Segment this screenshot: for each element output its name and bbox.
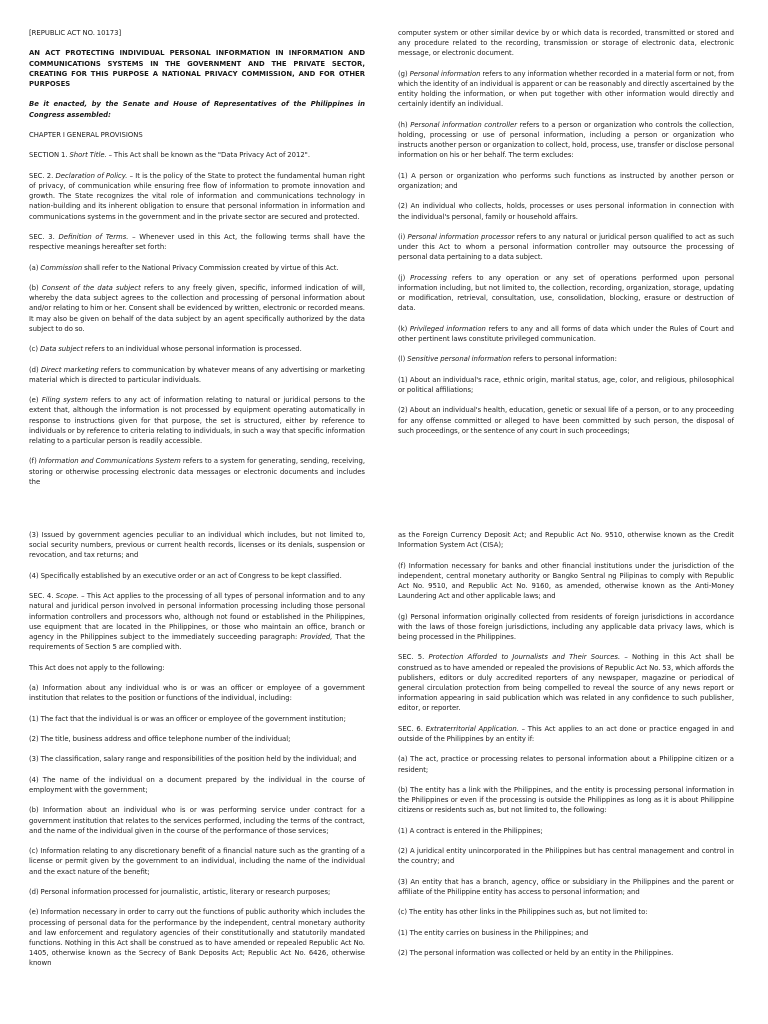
paragraph-text: (2) About an individual's health, education, genetic or sexual life of a person, or to any proceeding for any offense committed or alleged to have been committed by such person, the disposal of such proceedings, or the sentence of any court in such proceedings; (398, 406, 734, 435)
page-1-right-column (398, 28, 734, 446)
defined-term: Direct marketing (40, 365, 99, 374)
paragraph-text: refers to any information whether recorded in a material form or not, from which the identity of an individual is apparent or can be reasonably and directly ascertained by the entity holding the information, or when put together with other information would directly and certainly identify an individual. (398, 69, 735, 109)
paragraph-text: (d) (29, 365, 41, 374)
paragraph (29, 171, 365, 222)
paragraph (29, 663, 365, 673)
paragraph (29, 805, 365, 836)
paragraph (29, 530, 365, 561)
defined-term: Filing system (41, 396, 88, 405)
paragraph-text: – Nothing in this Act shall be construed as to have amended or repealed the provisions of Republic Act No. 53, which affords the publishers, editors or duly accredited reporters of any newspaper, magazine or periodical of general circulation protection from being compelled to reveal the source of any news report or information appearing in said publication which was related in any confidence to such publisher, editor, or reporter. (398, 653, 735, 713)
defined-term: Personal information (409, 69, 481, 78)
paragraph (398, 530, 734, 550)
paragraph (29, 344, 365, 354)
paragraph-text: SEC. 6. (398, 724, 426, 733)
page-2-left-column (29, 530, 365, 979)
paragraph (29, 683, 365, 703)
paragraph-text: (3) An entity that has a branch, agency, office or subsidiary in the Philippines and the parent or affiliate of the Philippine entity has access to personal information; and (398, 877, 734, 896)
paragraph (29, 130, 365, 140)
paragraph-text: SEC. 3. (29, 232, 59, 241)
defined-term: Definition of Terms. (58, 232, 129, 241)
page-2-right-column (398, 530, 734, 969)
paragraph (398, 201, 734, 221)
paragraph (29, 734, 365, 744)
paragraph-text: refers to any freely given, specific, informed indication of will, whereby the data subject agrees to the collection and processing of personal information about and/or relating to him or her. Consent shall be evidenced by written, electronic or recorded means. It may also be given on behalf of the data subject by an agent specifically authorized by the data subject to do so. (29, 283, 366, 333)
paragraph (398, 561, 734, 602)
paragraph-text: computer system or other similar device by or which data is recorded, transmitted or stored and any procedure related to the recording, transmission or storage of electronic data, electronic message, or electronic document. (398, 29, 734, 58)
paragraph-text: refers to a system for generating, sending, receiving, storing or otherwise processing electronic data messages or electronic documents and includes the (29, 457, 366, 486)
paragraph (398, 846, 734, 866)
paragraph-text: [REPUBLIC ACT NO. 10173] (29, 29, 122, 37)
paragraph (398, 324, 734, 344)
defined-term: Scope. (55, 592, 79, 601)
paragraph-text: – Whenever used in this Act, the following terms shall have the respective meanings hereafter set forth: (29, 232, 365, 252)
paragraph (398, 232, 734, 263)
paragraph (398, 907, 734, 917)
paragraph-text: refers to a person or organization who controls the collection, holding, processing or use of personal information, including a person or organization who instructs another person or organization to collect, hold, process, use, transfer or disclose personal information on his or her behalf. The term excludes: (398, 120, 734, 160)
paragraph (29, 571, 365, 581)
paragraph-text: (1) The fact that the individual is or was an officer or employee of the government institution; (29, 714, 346, 723)
paragraph (398, 405, 734, 436)
paragraph-text: refers to communication by whatever means of any advertising or marketing material which is directed to particular individuals. (29, 365, 365, 384)
paragraph-text: (e) (29, 396, 42, 405)
defined-term: Provided, (300, 633, 333, 641)
paragraph (398, 877, 734, 897)
paragraph (398, 354, 734, 364)
paragraph (29, 28, 365, 38)
paragraph (398, 375, 734, 395)
paragraph-text: refers to any operation or any set of operations performed upon personal information including, but not limited to, the collection, recording, organization, storage, updating or modification, retrieval, consultation, use, consolidation, blocking, erasure or destruction of data. (398, 273, 734, 313)
paragraph-text: (3) Issued by government agencies peculiar to an individual which includes, but not limited to, social security numbers, previous or current health records, licenses or its denials, suspension or revocation, and tax returns; and (29, 531, 365, 560)
paragraph (29, 887, 365, 897)
paragraph (29, 907, 365, 968)
paragraph-text: AN ACT PROTECTING INDIVIDUAL PERSONAL INFORMATION IN INFORMATION AND COMMUNICATIONS SYSTEMS IN THE GOVERNMENT AND THE PRIVATE SECTOR, CREATING FOR THIS PURPOSE A NATIONAL PRIVACY COMMISSION, AND FOR OTHER PURPOSES (29, 49, 365, 88)
paragraph (398, 652, 734, 713)
paragraph-text: – This Act applies to an act done or practice engaged in and outside of the Philippines by an entity if: (398, 724, 734, 743)
paragraph-text: (3) The classification, salary range and responsibilities of the position held by the individual; and (29, 755, 357, 764)
paragraph (398, 948, 734, 958)
paragraph-text: (1) A contract is entered in the Philippines; (398, 826, 543, 835)
paragraph-text: (2) The title, business address and office telephone number of the individual; (29, 734, 291, 743)
defined-term: Extraterritorial Application. (425, 724, 519, 733)
page-separator (0, 509, 768, 519)
paragraph-text: – This Act shall be known as the "Data Privacy Act of 2012". (106, 151, 311, 160)
page-1-left-column (29, 28, 365, 497)
defined-term: Personal information processor (407, 232, 515, 241)
defined-term: Personal information controller (410, 120, 518, 129)
paragraph-text: refers to an individual whose personal information is processed. (83, 345, 302, 354)
paragraph-text: (j) (398, 273, 411, 282)
document-page-2 (0, 520, 768, 1024)
paragraph (398, 928, 734, 938)
paragraph (29, 232, 365, 252)
defined-term: Processing (410, 273, 447, 282)
defined-term: Privileged information (409, 324, 486, 333)
paragraph (29, 775, 365, 795)
paragraph-text: (b) (29, 283, 42, 292)
defined-term: Information and Communications System (38, 457, 181, 466)
paragraph-text: (f) Information necessary for banks and other financial institutions under the jurisdiction of the independent, central monetary authority or Bangko Sentral ng Pilipinas to comply with Republic Act No. 9510, and Republic Act No. 9160, as amended, otherwise known as the Anti-Money Laundering Act and other applicable laws; and (398, 561, 734, 601)
paragraph-text: refers to any and all forms of data which under the Rules of Court and other pertinent laws constitute privileged communication. (398, 324, 734, 343)
paragraph-text: refers to personal information: (511, 355, 617, 364)
paragraph-text: as the Foreign Currency Deposit Act; and Republic Act No. 9510, otherwise known as the Credit Information System Act (CISA); (398, 531, 734, 550)
defined-term: Commission (40, 263, 83, 272)
paragraph-text: (g) (398, 69, 410, 78)
defined-term: Data subject (39, 345, 84, 354)
paragraph-text: (e) Information necessary in order to carry out the functions of public authority which includes the processing of personal data for the performance by the independent, central monetary authority and law enforcement and regulatory agencies of their constitutionally and statutorily mandated functions. Nothing in this Act shall be construed as to have amended or repealed Republic Act No. 1405, otherwise known as the Secrecy of Bank Deposits Act; Republic Act No. 6426, otherwise known (29, 908, 365, 968)
paragraph-text: (1) About an individual's race, ethnic origin, marital status, age, color, and religious, philosophical or political affiliations; (398, 375, 734, 394)
document-page-1 (0, 0, 768, 508)
paragraph (398, 69, 734, 110)
paragraph-text: (a) The act, practice or processing relates to personal information about a Philippine citizen or a resident; (398, 755, 734, 774)
paragraph-text: SECTION 1. (29, 151, 70, 160)
paragraph (29, 263, 365, 273)
paragraph (398, 826, 734, 836)
paragraph-text: (d) Personal information processed for journalistic, artistic, literary or research purposes; (29, 887, 331, 896)
paragraph-text: SEC. 4. (29, 592, 56, 601)
paragraph (29, 846, 365, 877)
defined-term: Sensitive personal information (407, 355, 512, 364)
paragraph-text: shall refer to the National Privacy Commission created by virtue of this Act. (82, 263, 339, 272)
paragraph-text: This Act does not apply to the following: (29, 663, 165, 672)
paragraph-text: (c) The entity has other links in the Philippines such as, but not limited to: (398, 908, 648, 917)
paragraph (29, 591, 365, 652)
paragraph-text: (h) (398, 120, 411, 129)
paragraph (29, 456, 365, 487)
paragraph (398, 724, 734, 744)
paragraph (29, 283, 365, 334)
paragraph (398, 171, 734, 191)
paragraph-text: (1) A person or organization who performs such functions as instructed by another person or organization; and (398, 171, 734, 190)
paragraph (398, 754, 734, 774)
paragraph-text: (g) Personal information originally collected from residents of foreign jurisdictions in accordance with the laws of those foreign jurisdictions, including any applicable data privacy laws, which is being processed in the Philippines. (398, 612, 734, 641)
paragraph-text: Be it enacted, by the Senate and House of Representatives of the Philippines in Congress assembled: (29, 100, 365, 119)
paragraph-text: (2) The personal information was collected or held by an entity in the Philippines. (398, 949, 674, 958)
paragraph (29, 99, 365, 119)
defined-term: Protection Afforded to Journalists and Their Sources. (428, 653, 621, 662)
paragraph-text: refers to any natural or juridical person qualified to act as such under this Act to whom a personal information controller may outsource the processing of personal data pertaining to a data subject. (398, 232, 734, 262)
paragraph-text: – It is the policy of the State to protect the fundamental human right of privacy, of communication while ensuring free flow of information to promote innovation and growth. The State recognizes the vital role of information and communications technology in nation-building and its inherent obligation to ensure that personal information in information and communications systems in the government and in the private sector are secured and protected. (29, 171, 365, 221)
paragraph (398, 28, 734, 59)
paragraph-text: (l) (398, 355, 408, 364)
defined-term: Declaration of Policy. (55, 171, 128, 180)
paragraph-text: (b) Information about an individual who is or was performing service under contract for a government institution that relates to the services performed, including the terms of the contract, and the name of the individual given in the course of the performance of those services; (29, 806, 365, 835)
paragraph-text: (2) A juridical entity unincorporated in the Philippines but has central management and control in the country; and (398, 847, 734, 866)
paragraph (29, 150, 365, 160)
paragraph (29, 395, 365, 446)
paragraph-text: (f) (29, 457, 39, 466)
paragraph-text: refers to any act of information relating to natural or juridical persons to the extent that, although the information is not processed by equipment operating automatically in response to instructions given for that purpose, the set is structured, either by reference to individuals or by reference to criteria relating to individuals, in such a way that specific information relating to a particular person is readily accessible. (29, 396, 365, 445)
paragraph-text: (i) (398, 232, 408, 241)
paragraph-text: – This Act applies to the processing of all types of personal information and to any natural and juridical person involved in personal information processing including those personal information controllers and processors who, although not found or established in the Philippines, use equipment that are located in the Philippines, or those who maintain an office, branch or agency in the Philippines subject to the immediately succeeding paragraph: (29, 592, 366, 641)
paragraph (29, 365, 365, 385)
paragraph (398, 273, 734, 314)
paragraph-text: (4) Specifically established by an executive order or an act of Congress to be kept classified. (29, 571, 342, 580)
paragraph-text: SEC. 5. (398, 653, 429, 662)
paragraph-text: (2) An individual who collects, holds, processes or uses personal information in connection with the individual's personal, family or household affairs. (398, 202, 734, 221)
paragraph-text: (1) The entity carries on business in the Philippines; and (398, 928, 589, 937)
paragraph (398, 120, 734, 161)
paragraph-text: (4) The name of the individual on a document prepared by the individual in the course of employment with the government; (29, 775, 365, 794)
paragraph (29, 714, 365, 724)
paragraph (398, 612, 734, 643)
paragraph-text: (c) Information relating to any discretionary benefit of a financial nature such as the granting of a license or permit given by the government to an individual, including the name of the individual and the exact nature of the benefit; (29, 847, 365, 876)
paragraph-text: (a) Information about any individual who is or was an officer or employee of a government institution that relates to the position or functions of the individual, including: (29, 683, 365, 703)
paragraph-text: SEC. 2. (29, 171, 56, 180)
defined-term: Short Title. (69, 151, 107, 160)
paragraph (29, 48, 365, 89)
paragraph (29, 754, 365, 764)
paragraph (398, 785, 734, 816)
paragraph-text: (c) (29, 345, 40, 354)
paragraph-text: CHAPTER I GENERAL PROVISIONS (29, 130, 143, 139)
paragraph-text: (a) (29, 263, 41, 272)
paragraph-text: (k) (398, 324, 410, 333)
paragraph-text: (b) The entity has a link with the Philippines, and the entity is processing personal information in the Philippines or even if the processing is outside the Philippines as long as it is about Philippine citizens or residents such as, but not limited to, the following: (398, 785, 734, 815)
defined-term: Consent of the data subject (41, 283, 141, 292)
paragraph-text: That the requirements of Section 5 are complied with. (29, 633, 365, 652)
